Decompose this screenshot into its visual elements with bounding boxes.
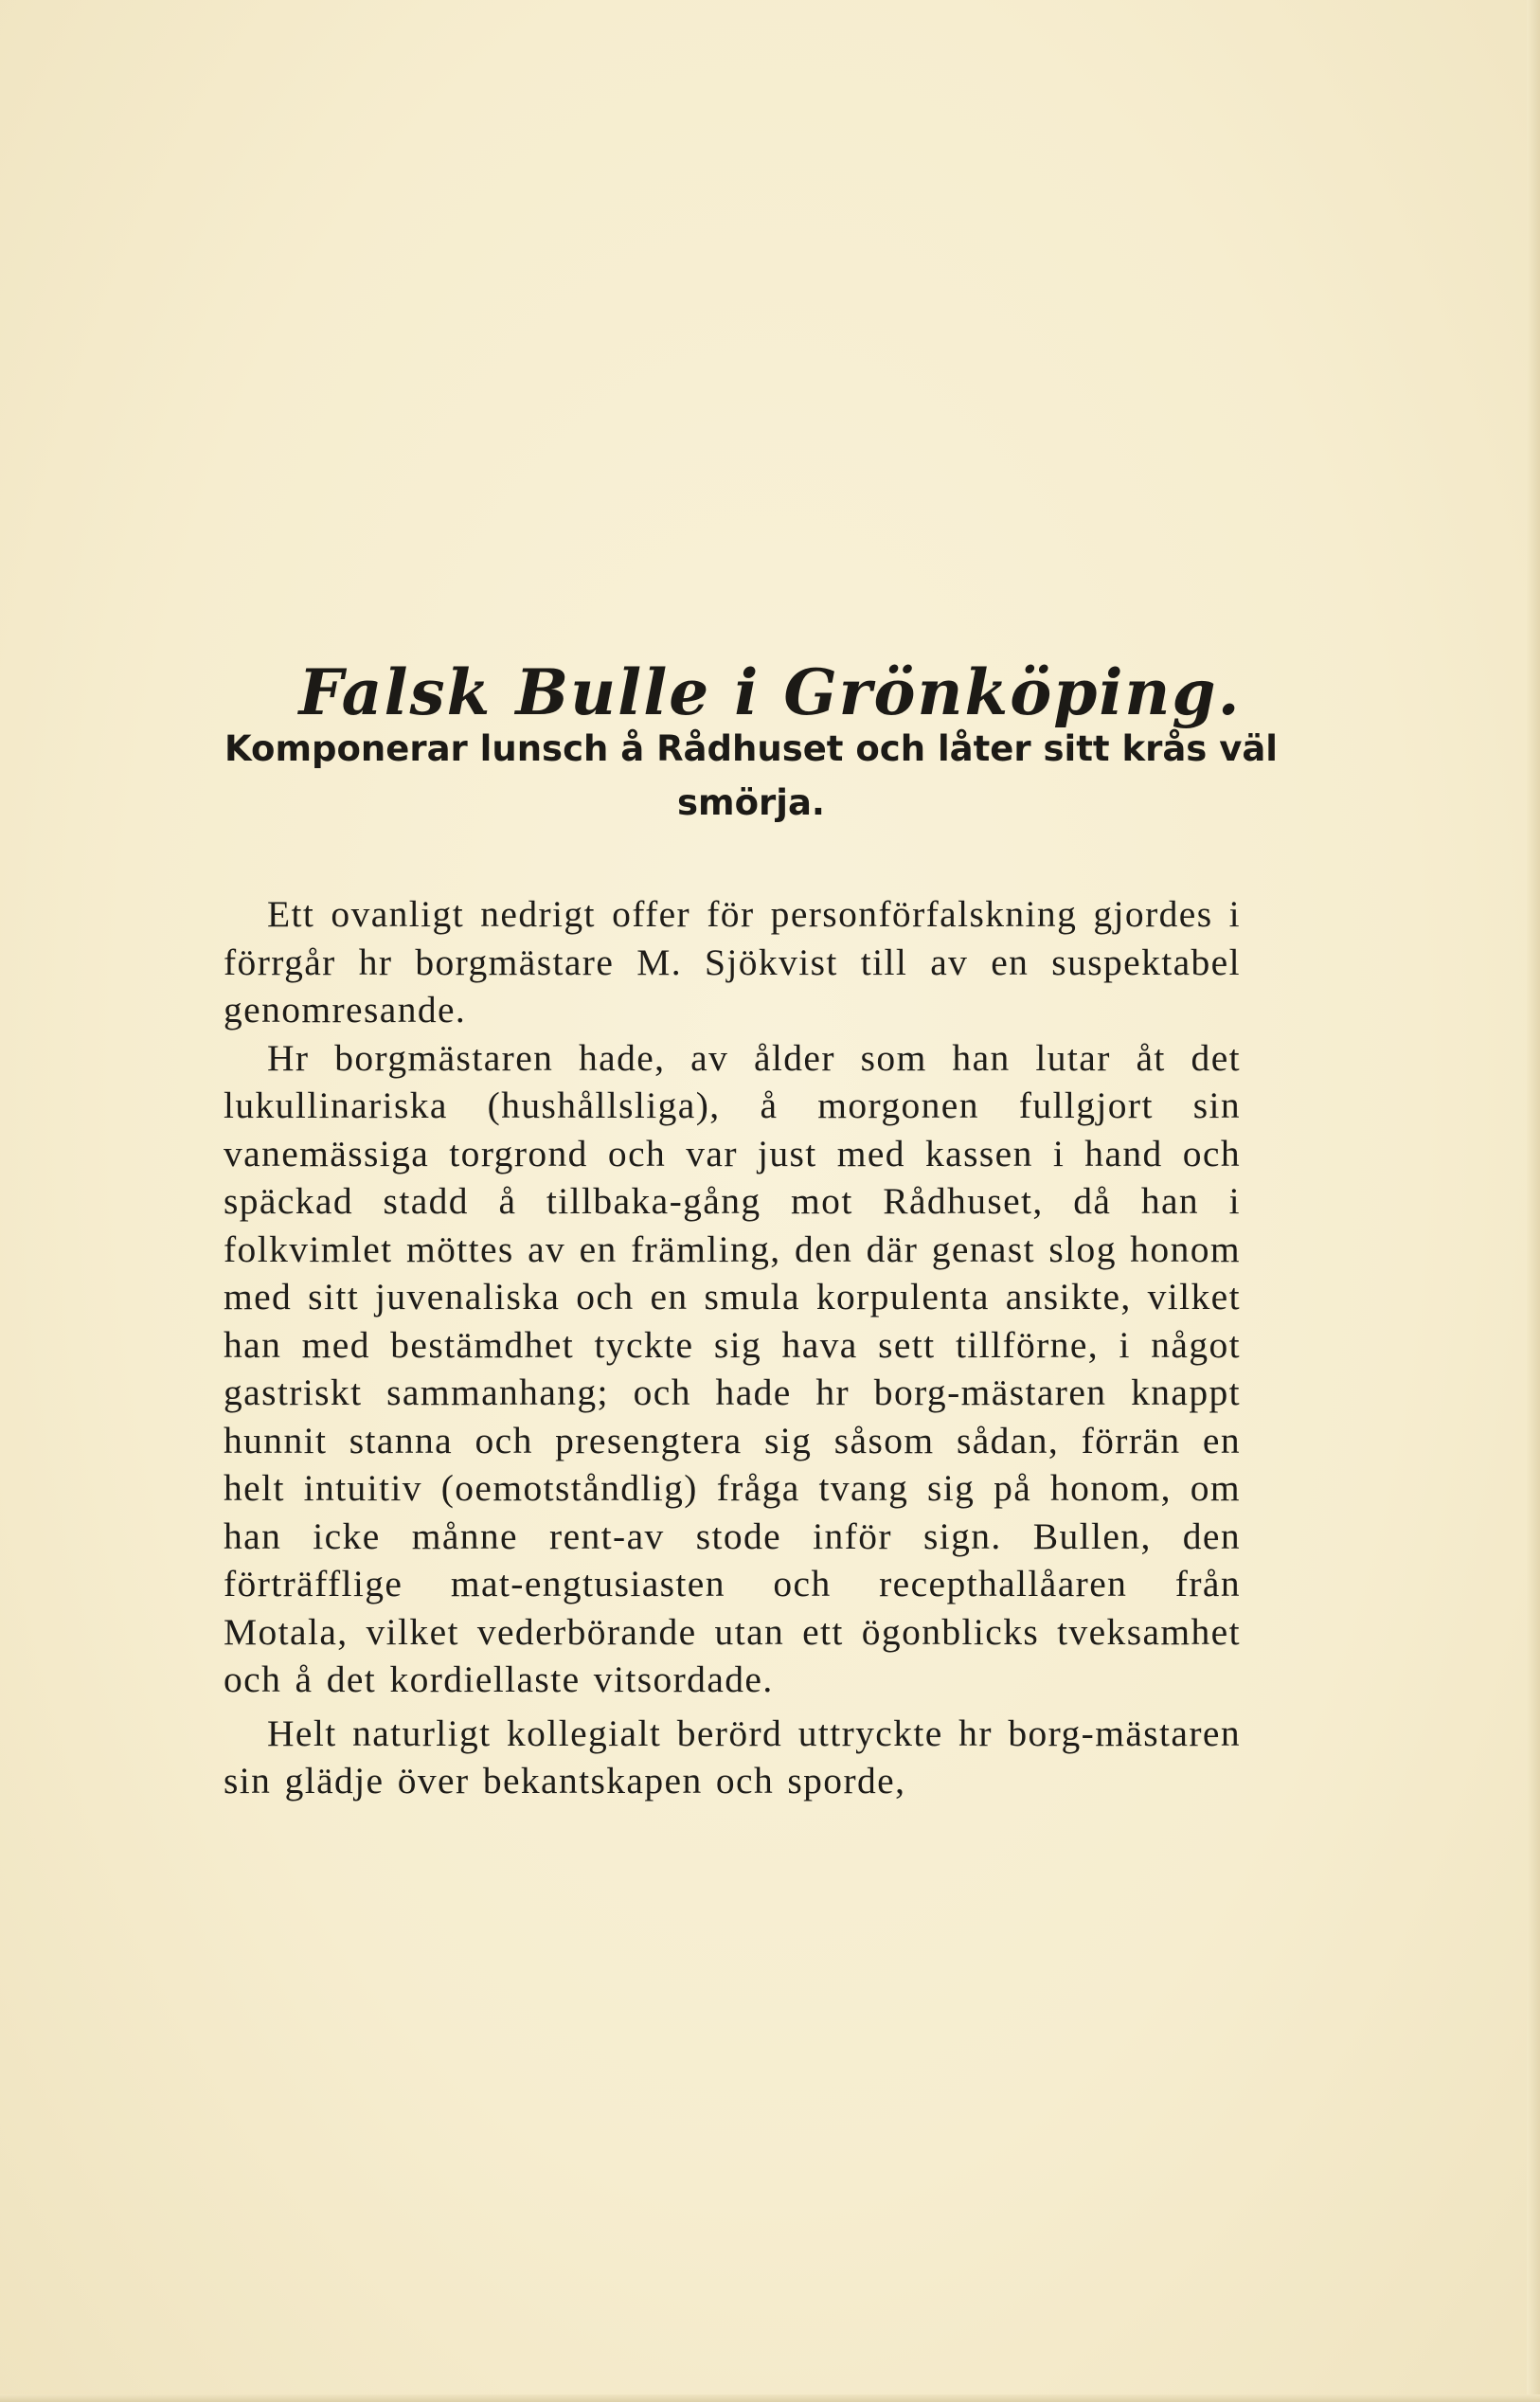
article-paragraph: Helt naturligt kollegialt berörd uttryckte hr borg-mästaren sin glädje över bekantskapen och sporde, <box>224 1712 1241 1802</box>
page-bottom-edge <box>0 2394 1540 2402</box>
article-paragraph: Ett ovanligt nedrigt offer för personförfalskning gjordes i förrgår hr borgmästare M. Sjökvist till av en suspektabel genomresande. <box>224 893 1241 1031</box>
article-subheading: Komponerar lunsch å Rådhuset och låter sitt krås väl smörja. <box>224 728 1278 823</box>
article-body <box>224 890 1241 1805</box>
article-paragraph: Hr borgmästaren hade, av ålder som han lutar åt det lukullinariska (hushållsliga), å morgonen fullgjort sin vanemässiga torgrond och var just med kassen i hand och späckad stadd å tillbaka-gång mot Rådhuset, då han i folkvimlet möttes av en främling, den där genast slog honom med sitt juvenaliska och en smula korpulenta ansikte, vilket han med bestämdhet tyckte sig hava sett tillförne, i något gastriskt sammanhang; och hade hr borg-mästaren knappt hunnit stanna och presengtera sig såsom sådan, förrän en helt intuitiv (oemotståndlig) fråga tvang sig på honom, om han icke månne rent-av stode inför sign. Bullen, den förträfflige mat-engtusiasten och recepthallåaren från Motala, vilket vederbörande utan ett ögonblicks tveksamhet och å det kordiellaste vitsordade. <box>224 1036 1241 1700</box>
page-edge-shadow <box>1527 0 1540 2402</box>
article-headline: Falsk Bulle i Grönköping. <box>298 655 1242 730</box>
